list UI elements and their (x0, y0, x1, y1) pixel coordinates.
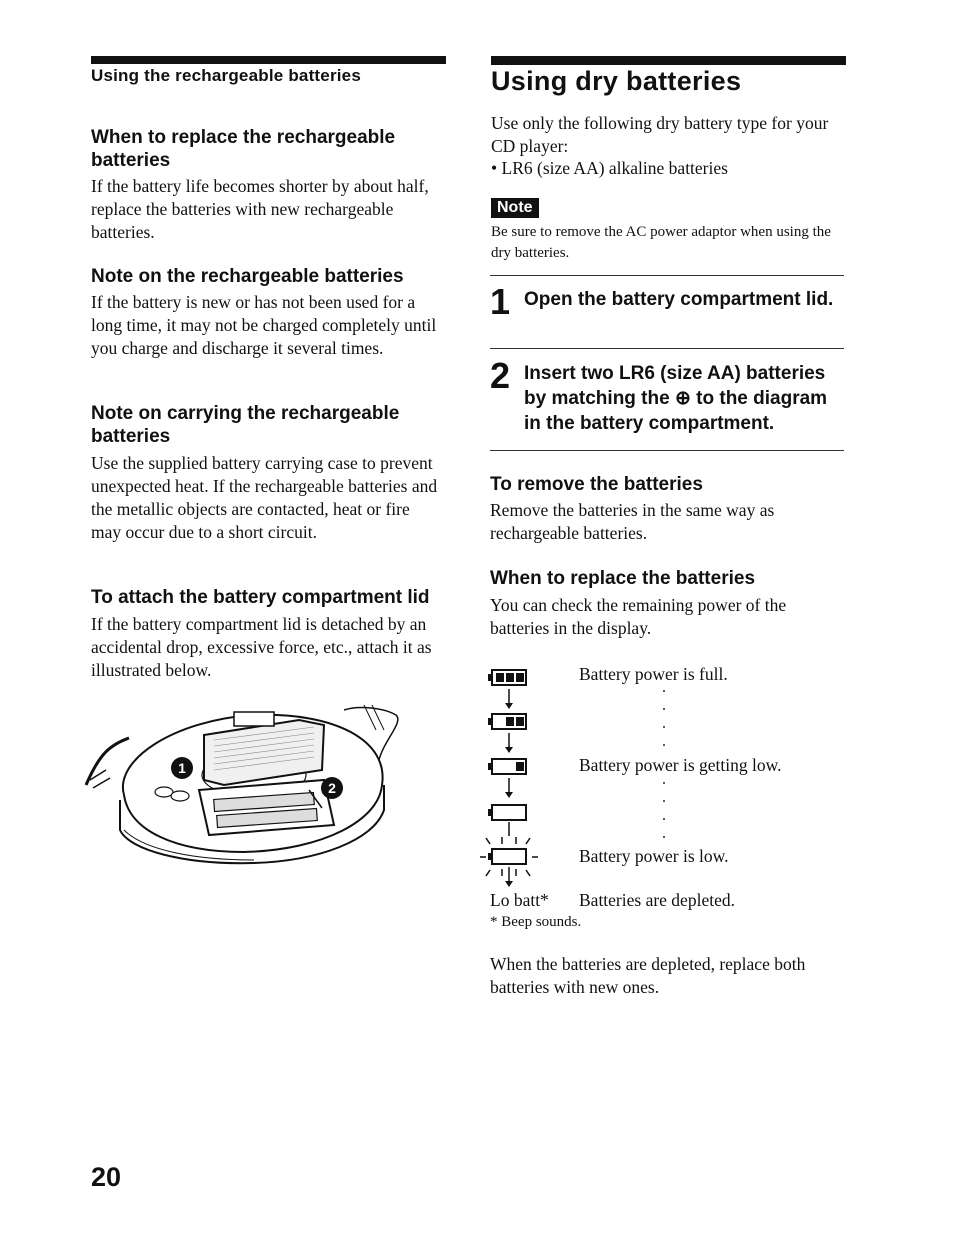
remove-batteries-heading: To remove the batteries (490, 474, 703, 495)
left-header-rule (91, 56, 446, 64)
note-text: Be sure to remove the AC power adaptor when using the dry batteries. (491, 224, 831, 261)
battery-two-bars-icon (488, 714, 526, 729)
step-text-2: Insert two LR6 (size AA) batteries by matching the ⊕ to the diagram in the battery compartment. (524, 363, 828, 434)
battery-one-bar-icon (488, 759, 526, 774)
battery-type-bullet: • LR6 (size AA) alkaline batteries (491, 158, 728, 178)
step-text-1: Open the battery compartment lid. (524, 289, 834, 310)
callout-2: 2 (328, 780, 336, 796)
running-head: Using the rechargeable batteries (91, 66, 361, 85)
battery-indicator-sequence (478, 664, 548, 892)
page-title: Using dry batteries (491, 66, 742, 96)
battery-empty-icon (488, 805, 526, 820)
beep-footnote: * Beep sounds. (490, 914, 582, 930)
note-badge: Note (491, 198, 539, 218)
replace-batteries-body: You can check the remaining power of the batteries in the display. (490, 595, 787, 638)
status-getting-low: Battery power is getting low. (579, 755, 782, 775)
section-heading-carrying: Note on carrying the rechargeable batteries (91, 403, 400, 447)
status-full: Battery power is full. (579, 664, 728, 684)
step-divider (490, 275, 844, 276)
lo-batt-label: Lo batt* (490, 890, 549, 910)
callout-1: 1 (178, 760, 186, 776)
section-body-carrying: Use the supplied battery carrying case to prevent unexpected heat. If the rechargeable batteries and the metallic objects are contacted, heat or fire may occur due to a short circuit. (91, 453, 438, 542)
closing-text: When the batteries are depleted, replace both batteries with new ones. (490, 954, 806, 997)
step-number-1: 1 (490, 281, 511, 322)
battery-full-icon (488, 670, 526, 685)
step-divider (490, 348, 844, 349)
status-low: Battery power is low. (579, 846, 729, 866)
battery-lid-illustration (84, 700, 414, 875)
replace-batteries-heading: When to replace the batteries (490, 568, 756, 589)
section-heading-replace-rechargeable: When to replace the rechargeable batteries (91, 127, 396, 171)
section-heading-attach-lid: To attach the battery compartment lid (91, 587, 430, 608)
section-body-note-rechargeable: If the battery is new or has not been used for a long time, it may not be charged completely until you charge and discharge it several times. (91, 292, 437, 358)
step-divider (490, 450, 844, 451)
section-body-attach-lid: If the battery compartment lid is detached by an accidental drop, excessive force, etc., attach it as illustrated below. (91, 614, 432, 680)
intro-text: Use only the following dry battery type for your CD player: (491, 113, 829, 156)
page-number: 20 (91, 1162, 122, 1192)
remove-batteries-body: Remove the batteries in the same way as rechargeable batteries. (490, 500, 775, 543)
section-body-replace-rechargeable: If the battery life becomes shorter by about half, replace the batteries with new rechargeable batteries. (91, 176, 429, 242)
status-depleted: Batteries are depleted. (579, 890, 735, 910)
section-heading-note-rechargeable: Note on the rechargeable batteries (91, 266, 404, 287)
step-number-2: 2 (490, 355, 511, 396)
